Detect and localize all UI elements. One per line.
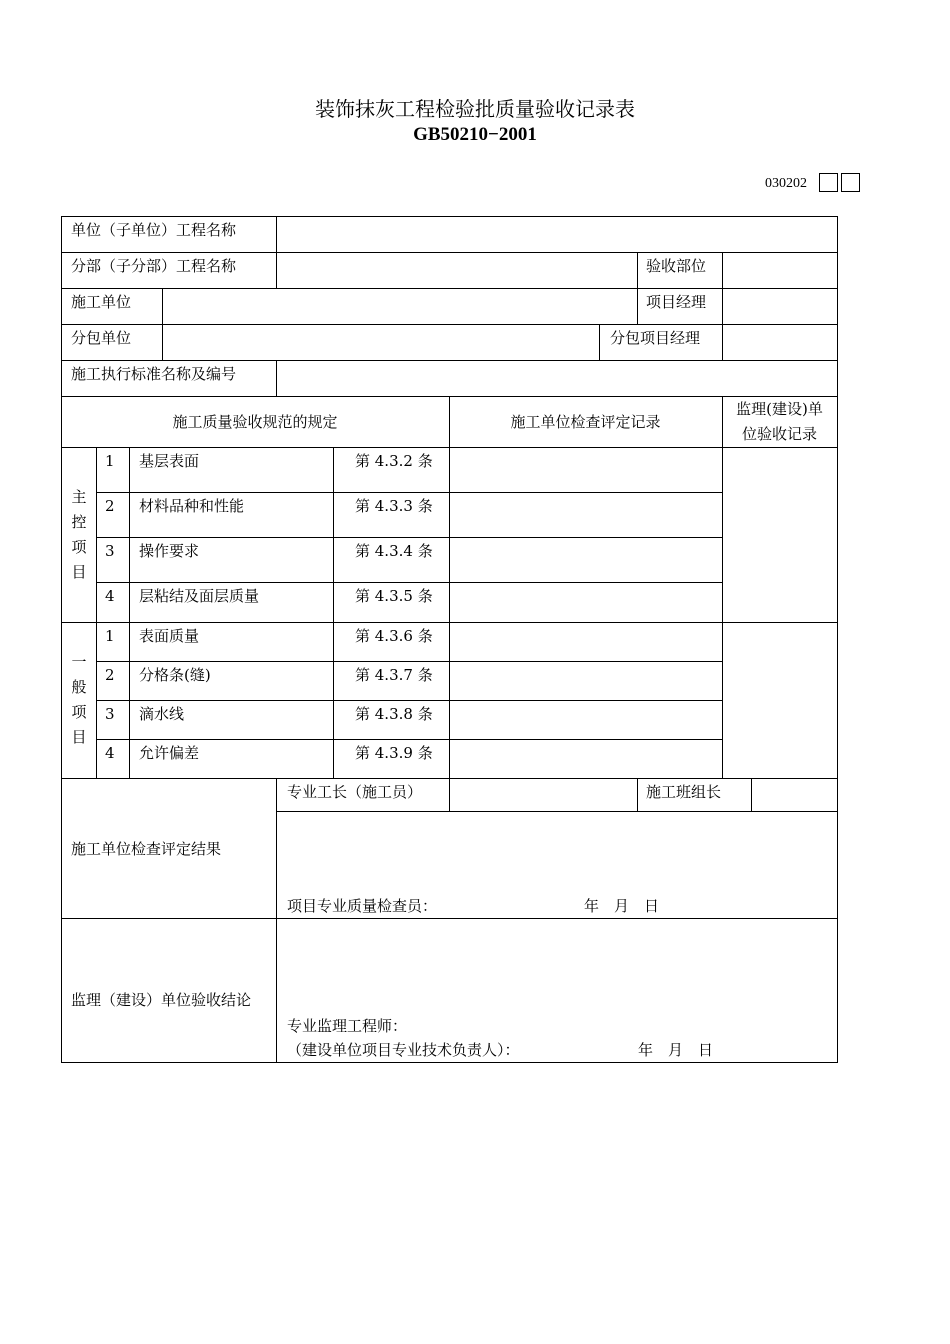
inspector-date: 年 月 日 [584,897,660,915]
supervision-record-header-line1: 监理(建设)单 [736,400,823,418]
general-items-label: 一 般 项 目 [71,653,87,746]
unit-project-label: 单位（子单位）工程名称 [71,221,237,239]
spec-header: 施工质量验收规范的规定 [172,413,338,431]
supervision-record-header-line2: 位验收记录 [741,425,817,443]
form-title: 装饰抹灰工程检验批质量验收记录表 [315,97,635,121]
engineer-label: 专业监理工程师： [287,1017,408,1035]
form-code-box-1[interactable] [819,173,838,192]
inspector-label: 项目专业质量检查员： [287,897,438,915]
construction-result-label: 施工单位检查评定结果 [71,840,222,858]
foreman-label: 专业工长（施工员） [287,783,423,801]
standard-name-label: 施工执行标准名称及编号 [71,365,237,383]
project-manager-label: 项目经理 [646,293,707,311]
conclusion-date: 年 月 日 [638,1041,714,1059]
subcontract-manager-label: 分包项目经理 [610,329,701,347]
subcontract-unit-label: 分包单位 [71,329,132,347]
sub-project-label: 分部（子分部）工程名称 [71,257,237,275]
construction-record-header: 施工单位检查评定记录 [510,413,661,431]
acceptance-part-label: 验收部位 [646,257,707,275]
main-items-label: 主 控 项 目 [71,488,87,581]
owner-rep-label: （建设单位项目专业技术负责人）： [287,1041,520,1059]
supervision-conclusion-label: 监理（建设）单位验收结论 [71,991,252,1009]
form-code: 030202 [765,176,807,191]
form-code-box-2[interactable] [841,173,860,192]
standard-code: GB50210−2001 [413,124,537,145]
construction-unit-label: 施工单位 [71,293,132,311]
team-leader-label: 施工班组长 [646,783,722,801]
